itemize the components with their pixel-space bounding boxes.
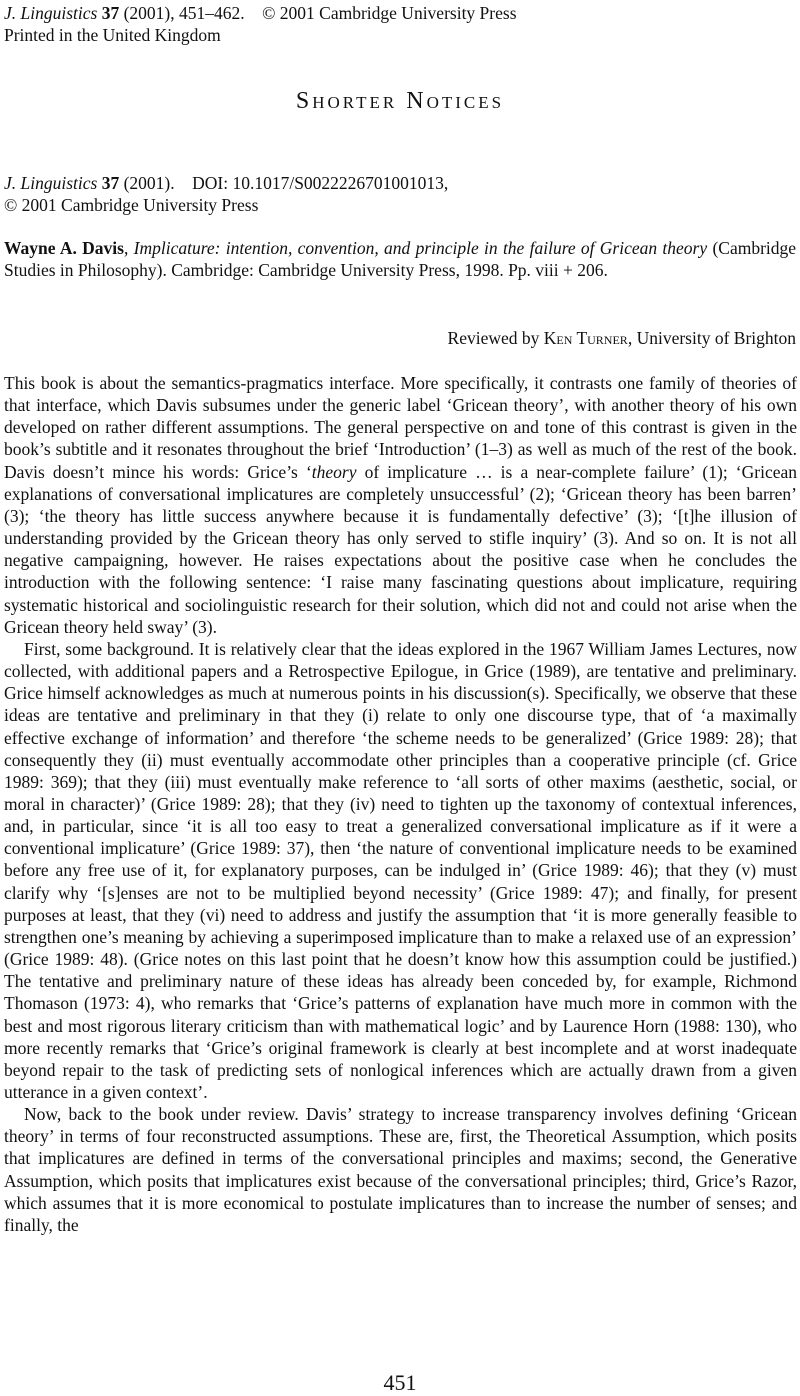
doi-journal: J. Linguistics	[4, 173, 98, 193]
book-author: Wayne A. Davis	[4, 238, 124, 258]
doi-line	[4, 172, 448, 194]
book-citation: Wayne A. Davis, Implicature: intention, convention, and principle in the failure of Gricean theory (Cambridge Studies in Philosophy). Cambridge: Cambridge University Press, 1998. Pp. viii + 206.	[4, 238, 797, 280]
doi-identifier: DOI: 10.1017/S0022226701001013,	[192, 173, 449, 193]
review-body	[4, 372, 797, 1236]
reviewer-line	[448, 327, 796, 349]
doi-volume: 37	[101, 173, 120, 193]
paragraph-1-part-a: This book is about the semantics-pragmatics interface. More specifically, it contrasts one family of theories of that interface, which Davis subsumes under the generic label ‘Gricean theory’, with another theory of his own developed on rather different assumptions. The general perspective on and tone of this contrast is given in the book’s subtitle and it resonates throughout the brief ‘Introduction’ (1–3) as well as much of the rest of the book. Davis doesn’t mince his words: Grice’s ‘	[4, 373, 797, 482]
doi-copyright: © 2001 Cambridge University Press	[4, 195, 259, 215]
header-copyright: © 2001 Cambridge University Press	[262, 3, 517, 23]
paragraph-3: Now, back to the book under review. Davis’ strategy to increase transparency involves defining ‘Gricean theory’ in terms of four reconstructed assumptions. These are, first, the Theoretical Assumption, which posits that implicatures are defined in terms of the conversational principles and maxims; second, the Generative Assumption, which posits that implicatures exist because of the conversational principles; third, Grice’s Razor, which assumes that it is more economical to postulate implicatures than to increase the number of senses; and finally, the	[4, 1104, 797, 1235]
book-title: Implicature: intention, convention, and principle in the failure of Gricean theory	[133, 238, 708, 258]
section-title: Shorter Notices	[295, 88, 505, 114]
book-details: (Cambridge Studies in Philosophy). Cambridge: Cambridge University Press, 1998. Pp. viii + 206.	[4, 238, 797, 280]
header-citation-line	[4, 2, 517, 24]
reviewer-affiliation: , University of Brighton	[627, 328, 796, 348]
paragraph-2: First, some background. It is relatively clear that the ideas explored in the 1967 William James Lectures, now collected, with additional papers and a Retrospective Epilogue, in Grice (1989), are tentative and preliminary. Grice himself acknowledges as much at numerous points in his discussion(s). Specifically, we observe that these ideas are tentative and preliminary in that they (i) relate to only one discourse type, that of ‘a maximally effective exchange of information’ and therefore ‘the scheme needs to be generalized’ (Grice 1989: 28); that consequently they (ii) must eventually accommodate other principles than a cooperative principle (cf. Grice 1989: 369); that they (iii) must eventually make reference to ‘all sorts of other maxims (aesthetic, social, or moral in character)’ (Grice 1989: 28); that they (iv) need to tighten up the taxonomy of contextual inferences, and, in particular, since ‘it is all too easy to treat a generalized conversational implicature as if it were a conventional implicature’ (Grice 1989: 37), then ‘the nature of conventional implicature needs to be examined before any free use of it, for explanatory purposes, can be indulged in’ (Grice 1989: 46); that they (v) must clarify why ‘[s]enses are not to be multiplied beyond necessity’ (Grice 1989: 47); and finally, for present purposes at least, that they (vi) need to address and justify the assumption that ‘it is more generally feasible to strengthen one’s meaning by achieving a superimposed implicature than to make a relaxed use of an expression’ (Grice 1989: 48). (Grice notes on this last point that he doesn’t know how this assumption could be justified.) The tentative and preliminary nature of these ideas has already been conceded by, for example, Richmond Thomason (1973: 4), who remarks that ‘Grice’s patterns of explanation have much more in common with the best and most rigorous literary criticism than with mathematical logic’ and by Laurence Horn (1988: 130), who more recently remarks that ‘Grice’s original framework is clearly at best incomplete and at worst inadequate beyond repair to the task of predicting sets of nonlogical inferences which are actually drawn from a given utterance in a given context’.	[4, 638, 797, 1102]
header-volume: 37	[101, 3, 120, 23]
running-header	[4, 2, 517, 46]
doi-year: (2001).	[123, 173, 175, 193]
reviewer-name: Ken Turner	[543, 328, 628, 348]
header-journal: J. Linguistics	[4, 3, 98, 23]
paragraph-1-part-b: of implicature … is a near-complete failure’ (1); ‘Gricean explanations of conversational implicatures are completely unsuccessful’ (2); ‘Gricean theory has been barren’ (3); ‘the theory has little success anywhere because it is fundamentally defective’ (3); ‘[t]he illusion of understanding provided by the Gricean theory has only served to stifle inquiry’ (3). And so on. It is not all negative campaigning, however. He raises expectations about the positive case when he concludes the introduction with the following sentence: ‘I raise many fascinating questions about implicature, requiring systematic historical and sociolinguistic research for their solution, which did not and could not arise when the Gricean theory held sway’ (3).	[4, 461, 797, 637]
page-number: 451	[383, 1370, 417, 1395]
reviewer-prefix: Reviewed by	[447, 328, 540, 348]
paragraph-1-emphasis: theory	[311, 461, 357, 482]
doi-block	[4, 172, 448, 216]
header-year-pages: (2001), 451–462.	[123, 3, 245, 23]
header-printed: Printed in the United Kingdom	[4, 25, 221, 45]
paragraph-1	[4, 372, 797, 638]
